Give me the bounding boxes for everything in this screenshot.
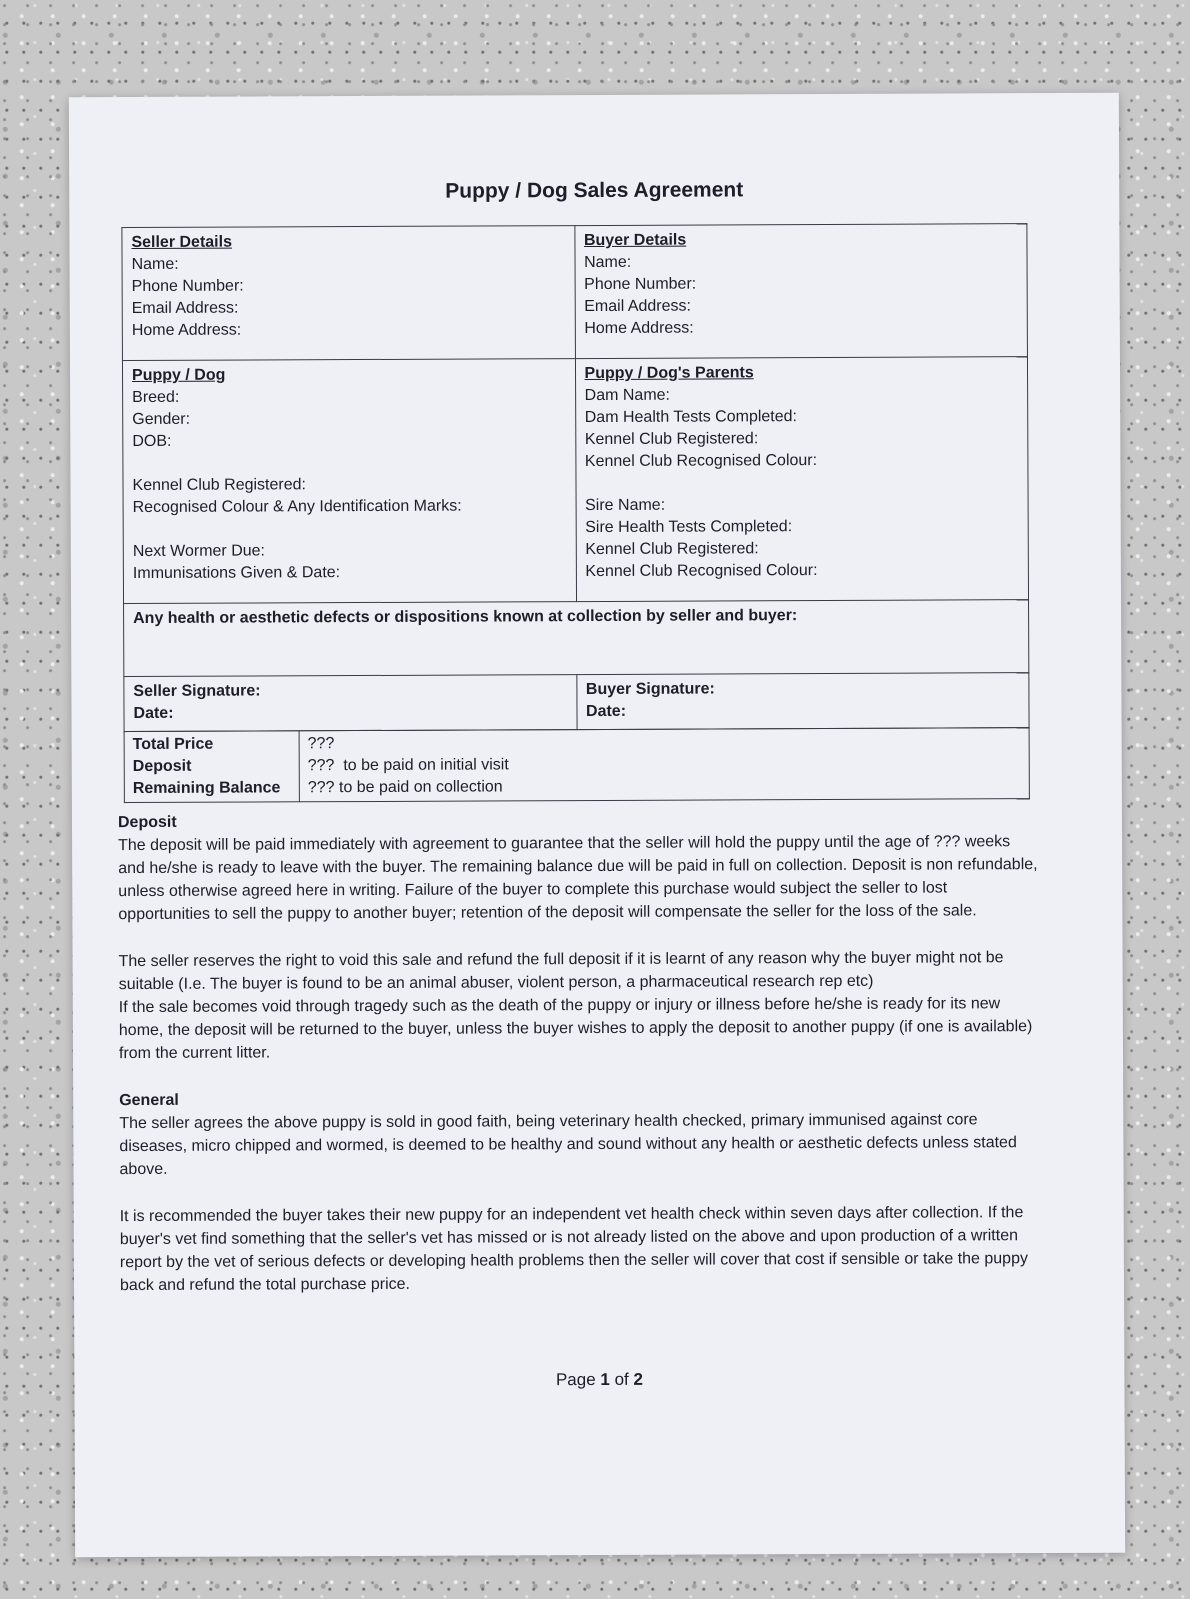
puppy-details-cell — [122, 359, 576, 604]
sire-tests-label: Sire Health Tests Completed: — [585, 518, 793, 537]
seller-phone-label: Phone Number: — [131, 277, 244, 296]
price-values-cell — [299, 727, 1029, 801]
deposit-value: ??? to be paid on initial visit — [307, 755, 509, 774]
general-paragraph-1: The seller agrees the above puppy is sold in good faith, being veterinary health checked, primary immunised against core diseases, micro chipped and wormed, is deemed to be healthy and sound without any health or aesthetic defects unless stated above. — [119, 1111, 1017, 1179]
deposit-label: Deposit — [132, 757, 192, 775]
buyer-phone-label: Phone Number: — [584, 275, 697, 294]
terms-text — [118, 807, 1040, 1321]
puppy-breed-label: Breed: — [132, 388, 180, 407]
parents-details-cell — [575, 357, 1029, 602]
parents-heading: Puppy / Dog's Parents — [584, 364, 754, 383]
seller-details-cell — [122, 226, 575, 361]
deposit-paragraph-2: The seller reserves the right to void this sale and refund the full deposit if it is learnt of any reason why the buyer might not be suitable (I.e. The buyer is found to be an animal abuser, violent person, a pharmaceutical research rep etc) — [118, 949, 1004, 994]
general-section-heading: General — [119, 1091, 179, 1110]
deposit-paragraph-3: If the sale becomes void through tragedy such as the death of the puppy or injury or illness before he/she is ready for its new home, the deposit will be returned to the buyer, unless the buyer wishes to apply the deposit to another puppy (if one is available) from the current litter. — [118, 995, 1033, 1063]
buyer-signature-cell — [576, 673, 1029, 730]
seller-details-heading: Seller Details — [131, 233, 232, 252]
seller-date-label: Date: — [133, 704, 174, 723]
page-number — [74, 1368, 1124, 1393]
price-labels-cell — [124, 730, 299, 802]
buyer-email-label: Email Address: — [584, 297, 691, 316]
page-current: 1 — [600, 1369, 610, 1389]
buyer-details-cell — [574, 224, 1027, 359]
buyer-signature-label: Buyer Signature: — [585, 680, 715, 699]
puppy-heading: Puppy / Dog — [131, 366, 226, 385]
buyer-details-heading: Buyer Details — [583, 231, 687, 250]
document-title: Puppy / Dog Sales Agreement — [445, 178, 744, 203]
page-middle: of — [609, 1369, 634, 1389]
sire-name-label: Sire Name: — [585, 496, 666, 515]
page-prefix: Page — [555, 1369, 601, 1390]
dam-tests-label: Dam Health Tests Completed: — [584, 408, 798, 427]
sire-colour-label: Kennel Club Recognised Colour: — [585, 562, 818, 581]
seller-signature-cell — [124, 675, 577, 732]
buyer-date-label: Date: — [585, 702, 627, 721]
general-paragraph-2: It is recommended the buyer takes their new puppy for an independent vet health check within seven days after collection. If the buyer's vet find something that the seller's vet has missed or is not already listed on the above and upon production of a written report by the vet of serious defects or developing health problems then the seller will cover that cost if sensible or take the puppy back and refund the total purchase price. — [119, 1204, 1028, 1295]
details-form — [121, 223, 1030, 802]
defects-label: Any health or aesthetic defects or dispositions known at collection by seller and buyer: — [133, 607, 798, 628]
seller-name-label: Name: — [131, 255, 179, 274]
deposit-paragraph-1: The deposit will be paid immediately with agreement to guarantee that the seller will hold the puppy until the age of ??? weeks and he/she is ready to leave with the buyer. The remaining balance due will be paid in full on collection. Deposit is non refundable, unless otherwise agreed here in writing. Failure of the buyer to complete this purchase would subject the seller to lost opportunities to sell the puppy to another buyer; retention of the deposit will compensate the seller for the loss of the sale. — [118, 833, 1038, 924]
defects-cell — [124, 600, 1029, 677]
remaining-balance-value: ??? to be paid on collection — [307, 777, 503, 796]
total-price-value: ??? — [307, 734, 335, 752]
puppy-colour-label: Recognised Colour & Any Identification Marks: — [132, 497, 462, 517]
remaining-balance-label: Remaining Balance — [132, 778, 281, 797]
dam-kennel-label: Kennel Club Registered: — [584, 430, 759, 449]
seller-email-label: Email Address: — [131, 299, 239, 318]
seller-signature-label: Seller Signature: — [133, 682, 261, 701]
price-table — [124, 727, 1030, 803]
seller-address-label: Home Address: — [131, 321, 242, 340]
dam-name-label: Dam Name: — [584, 386, 671, 405]
page-total: 2 — [633, 1369, 643, 1389]
puppy-wormer-label: Next Wormer Due: — [132, 542, 266, 561]
deposit-section-heading: Deposit — [117, 813, 177, 832]
puppy-kennel-label: Kennel Club Registered: — [132, 476, 306, 495]
puppy-dob-label: DOB: — [132, 432, 172, 451]
sire-kennel-label: Kennel Club Registered: — [585, 540, 759, 559]
dam-colour-label: Kennel Club Recognised Colour: — [584, 452, 818, 471]
buyer-name-label: Name: — [584, 253, 632, 272]
total-price-label: Total Price — [132, 735, 214, 753]
details-table — [121, 223, 1029, 732]
puppy-immunisations-label: Immunisations Given & Date: — [132, 564, 341, 583]
agreement-page — [69, 93, 1125, 1558]
buyer-address-label: Home Address: — [584, 319, 694, 338]
puppy-gender-label: Gender: — [132, 410, 191, 429]
